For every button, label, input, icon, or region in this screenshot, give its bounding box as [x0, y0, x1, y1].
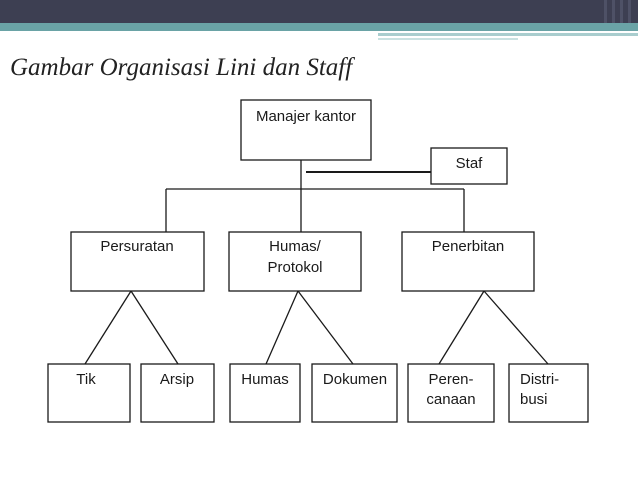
department-label-line: Protokol [267, 259, 323, 276]
unit-label-line: Arsip [159, 371, 195, 388]
unit-label-line: Humas [241, 371, 289, 388]
branch-line-dept-3-unit-1 [439, 291, 484, 364]
node-unit [408, 364, 494, 422]
node-staff [431, 148, 507, 184]
unit-label-line: Distri- [520, 371, 560, 388]
node-manager [241, 100, 371, 160]
node-unit [509, 364, 588, 422]
node-department [71, 232, 204, 291]
unit-label-line: canaan [426, 391, 476, 408]
branch-line-dept-1-unit-2 [131, 291, 178, 364]
node-department [402, 232, 534, 291]
node-unit [230, 364, 300, 422]
node-manager-label: Manajer kantor [255, 108, 357, 125]
branch-line-dept-1-unit-1 [85, 291, 131, 364]
branch-line-dept-3-unit-2 [484, 291, 548, 364]
unit-label-line: Peren- [428, 371, 474, 388]
branch-line-dept-2-unit-2 [298, 291, 353, 364]
unit-label-line: busi [520, 391, 548, 408]
department-label-line: Humas/ [269, 238, 321, 255]
node-unit [141, 364, 214, 422]
node-department [229, 232, 361, 291]
department-label-line: Penerbitan [431, 238, 505, 255]
unit-label-line: Dokumen [322, 371, 388, 388]
unit-label-line: Tik [76, 371, 96, 388]
node-unit [312, 364, 397, 422]
slide-title: Gambar Organisasi Lini dan Staff [10, 54, 353, 81]
node-staff-label: Staf [455, 155, 483, 172]
node-unit [48, 364, 130, 422]
branch-line-dept-2-unit-1 [266, 291, 298, 364]
department-label-line: Persuratan [100, 238, 174, 255]
